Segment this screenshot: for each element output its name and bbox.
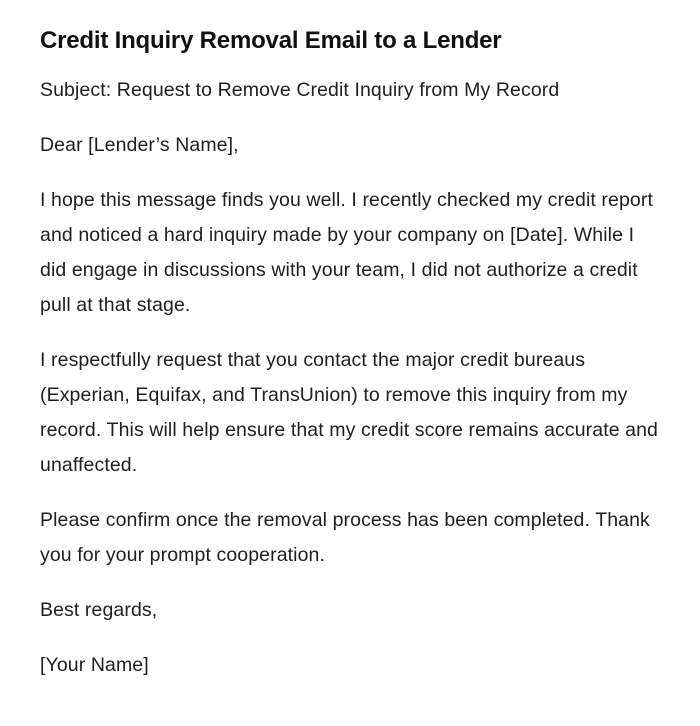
email-subject: Subject: Request to Remove Credit Inquiry from My Record	[40, 79, 560, 101]
email-paragraph-confirmation: Please confirm once the removal process has been completed. Thank you for your prompt cooperation.	[40, 509, 650, 566]
email-closing: Best regards,	[40, 599, 158, 621]
email-salutation: Dear [Lender’s Name],	[40, 134, 239, 156]
document-title: Credit Inquiry Removal Email to a Lender	[40, 27, 502, 54]
email-paragraph-request: I respectfully request that you contact the major credit bureaus (Experian, Equifax, and TransUnion) to remove this inquiry from my record. This will help ensure that my credit score remains accurate and unaffected.	[40, 349, 659, 476]
email-signature: [Your Name]	[40, 654, 149, 676]
email-paragraph-intro: I hope this message finds you well. I recently checked my credit report and noticed a hard inquiry made by your company on [Date]. While I did engage in discussions with your team, I did not authorize a credit pull at that stage.	[40, 189, 653, 316]
